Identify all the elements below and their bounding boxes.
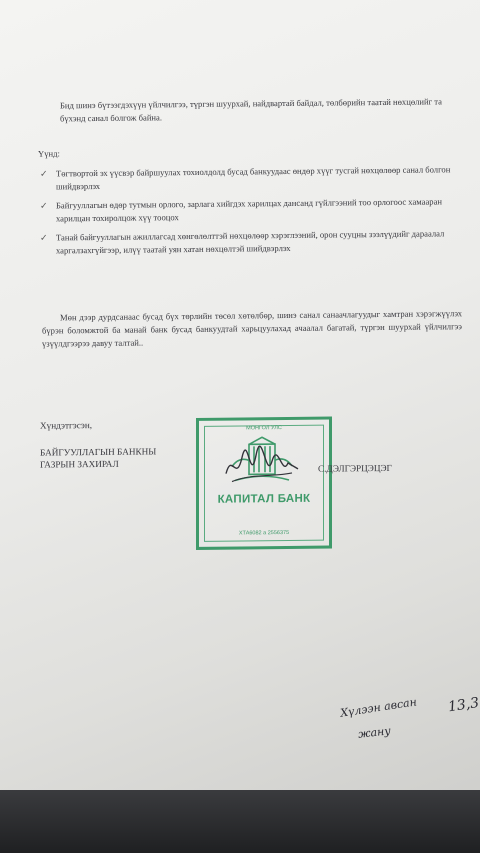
list-item xyxy=(38,195,468,226)
checkmark-icon: ✓ xyxy=(40,168,48,179)
signer-name: С.ДЭЛГЭРЦЭЦЭГ xyxy=(318,462,392,474)
signer-title-line2: ГАЗРЫН ЗАХИРАЛ xyxy=(40,458,119,470)
checkmark-icon: ✓ xyxy=(40,200,48,211)
list-item-text: Төгтвортой эх үүсвэр байршуулах тохиолдолд бусад банкуудаас өндөр хүүг тусгай нөхцөлөөр санал болгон шийдвэрлэх xyxy=(56,164,451,192)
list-item-text: Байгууллагын өдөр тутмын орлого, зарлага хийгдэх харилцах дансанд гүйлгээний тоо орлогоос хамааран харилцан тохиролцож хүү тооцох xyxy=(56,196,443,224)
closing-paragraph: Мөн дээр дурдсанаас бусад бүх төрлийн төсөл хөтөлбөр, шинэ санал санаачлагуудыг хамтран хэрэгжүүлэх бүрэн боломжтой ба манай банк бусад банкуудтай харьцуулахад ачаалал багатай, түргэн шуурхай үйлчилгээ үзүүлдгээрээ давуу талтай.. xyxy=(42,308,462,349)
background-surface xyxy=(0,790,480,853)
stamp-bank-name: КАПИТАЛ БАНК xyxy=(217,492,311,506)
list-item xyxy=(38,163,468,194)
handwritten-note-line1: Хүлээн авсан xyxy=(339,695,418,720)
stamp-bottom-text: ХТА6082 а 2556375 xyxy=(238,529,290,537)
signer-title-line1: БАЙГУУЛЛАГЫН БАНКНЫ xyxy=(40,446,157,458)
list-heading: Үүнд: xyxy=(38,148,60,159)
list-item xyxy=(38,227,468,258)
signature-icon xyxy=(222,443,302,492)
offer-list xyxy=(38,163,468,264)
handwritten-note-line2: жану xyxy=(357,724,392,741)
stamp-top-text: МОНГОЛ УЛС xyxy=(246,425,282,432)
intro-paragraph: Бид шинэ бүтээгдэхүүн үйлчилгээ, түргэн шуурхай, найдвартай байдал, төлбөрийн таатай нөхцөлийг та бүхэнд санал болгож байна. xyxy=(60,96,442,124)
handwritten-number: 13,3 xyxy=(447,694,480,716)
checkmark-icon: ✓ xyxy=(40,232,48,243)
regards: Хүндэтгэсэн, xyxy=(40,420,93,431)
list-item-text: Танай байгууллагын ажиллагсад хөнгөлөлттэй нөхцөлөөр хэрэглээний, орон сууцны зээлүүдийг дараалал харгалзахгүйгээр, илүү таатай уян хатан нөхцөлтэй шийдвэрлэх xyxy=(56,228,445,256)
